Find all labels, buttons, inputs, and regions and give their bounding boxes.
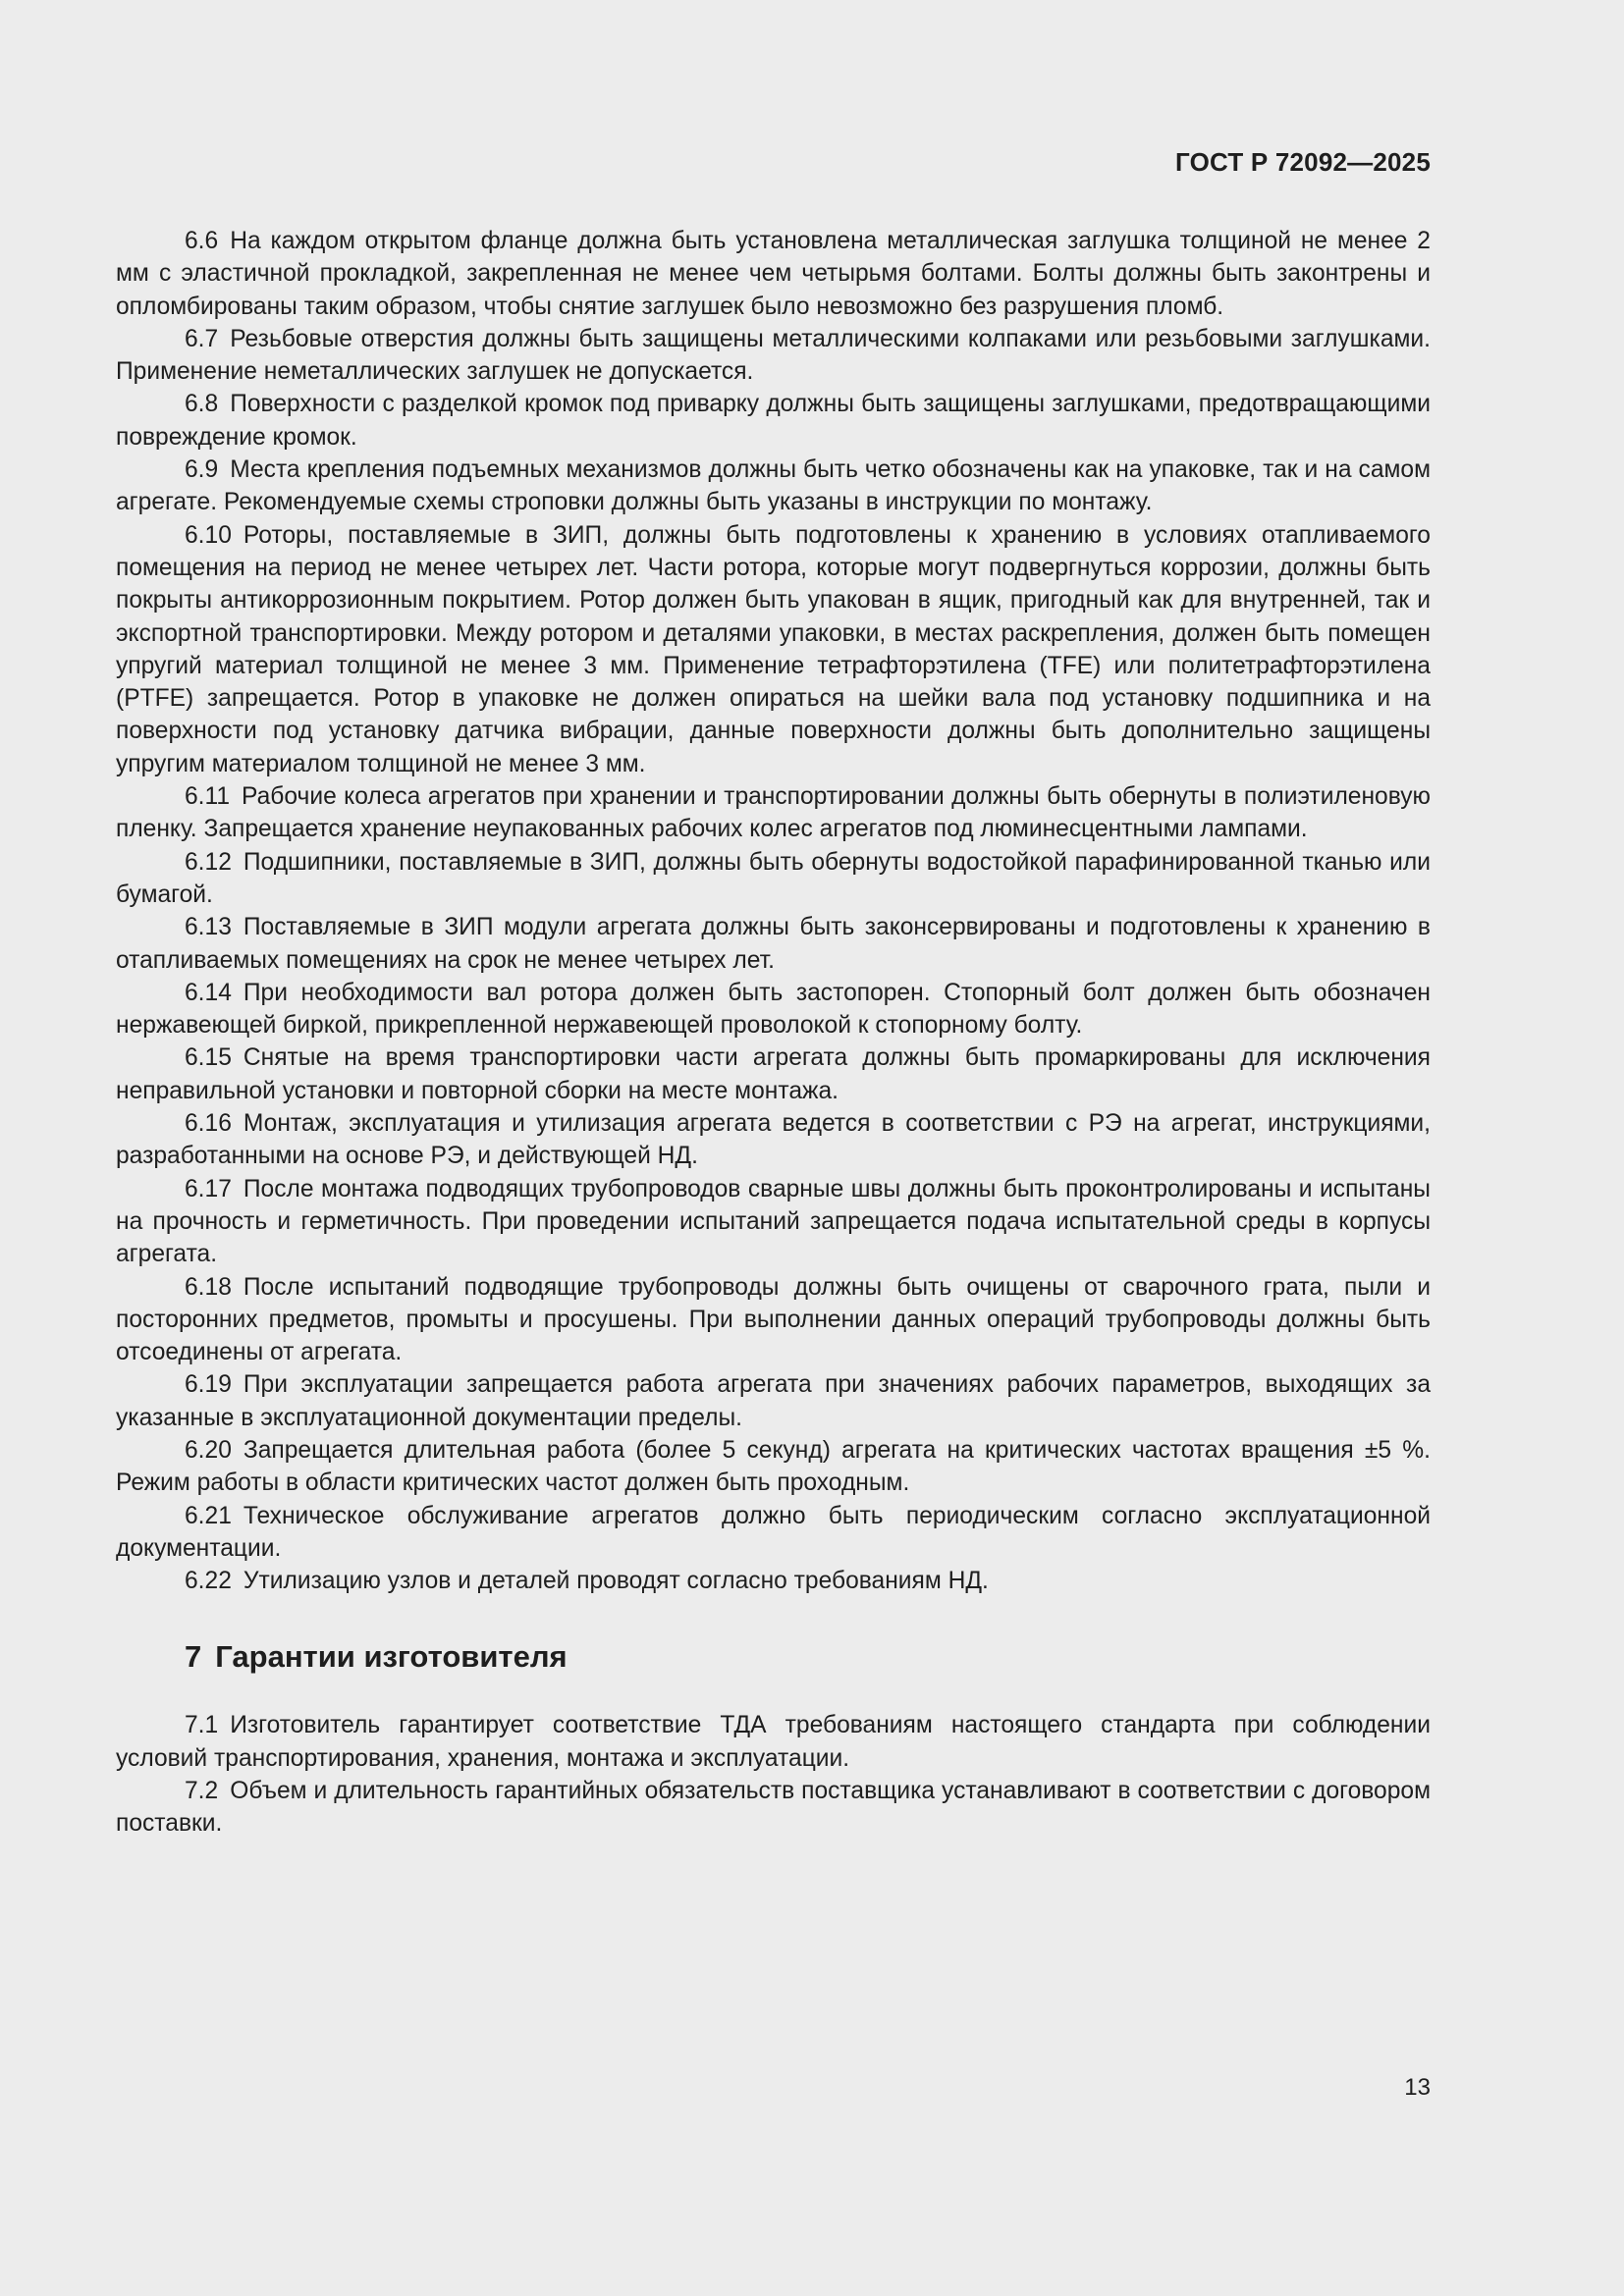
paragraph-number: 7.1 (185, 1712, 219, 1739)
paragraph-number: 6.7 (185, 325, 219, 352)
paragraph-text: После испытаний подводящие трубопроводы должны быть очищены от сварочного грата, пыли и посторонних предметов, промыты и просушены. При выполнении данных операций трубопроводы должны быть отсоединены от агрегата. (116, 1273, 1431, 1366)
paragraph-text: Поставляемые в ЗИП модули агрегата должны быть законсервированы и подготовлены к хранению в отапливаемых помещениях на срок не менее четырех лет. (116, 914, 1431, 974)
paragraph-text: Места крепления подъемных механизмов должны быть четко обозначены как на упаковке, так и на самом агрегате. Рекомендуемые схемы строповки должны быть указаны в инструкции по монтажу. (116, 456, 1431, 516)
paragraph-number: 6.11 (185, 783, 231, 811)
paragraph-6-17 (116, 1173, 1431, 1271)
document-body (116, 225, 1431, 1841)
paragraph-number: 6.8 (185, 391, 219, 418)
paragraph-text: Техническое обслуживание агрегатов должно быть периодическим согласно эксплуатационной документации. (116, 1502, 1431, 1562)
standard-code: ГОСТ Р 72092—2025 (1175, 147, 1431, 177)
paragraph-text: Резьбовые отверстия должны быть защищены металлическими колпаками или резьбовыми заглушками. Применение неметаллических заглушек не допускается. (116, 325, 1431, 386)
paragraph-6-18 (116, 1271, 1431, 1369)
paragraph-number: 6.21 (185, 1502, 232, 1529)
paragraph-7-1 (116, 1709, 1431, 1775)
paragraph-6-9 (116, 454, 1431, 519)
paragraph-text: Снятые на время транспортировки части агрегата должны быть промаркированы для исключения неправильной установки и повторной сборки на месте монтажа. (116, 1044, 1431, 1104)
paragraph-text: Подшипники, поставляемые в ЗИП, должны быть обернуты водостойкой парафинированной тканью или бумагой. (116, 848, 1431, 908)
paragraph-6-13 (116, 911, 1431, 977)
paragraph-6-6 (116, 225, 1431, 323)
paragraph-number: 6.17 (185, 1175, 232, 1202)
paragraph-number: 6.20 (185, 1436, 232, 1464)
paragraph-6-16 (116, 1107, 1431, 1173)
paragraph-text: Утилизацию узлов и деталей проводят согласно требованиям НД. (243, 1568, 989, 1595)
paragraph-6-10 (116, 519, 1431, 780)
section-number: 7 (185, 1639, 202, 1675)
paragraph-number: 6.16 (185, 1110, 232, 1138)
paragraph-number: 6.14 (185, 979, 232, 1006)
paragraph-text: Поверхности с разделкой кромок под приварку должны быть защищены заглушками, предотвращающими повреждение кромок. (116, 391, 1431, 451)
paragraph-6-20 (116, 1434, 1431, 1500)
paragraph-number: 6.9 (185, 456, 219, 484)
paragraph-6-7 (116, 323, 1431, 389)
paragraph-text: После монтажа подводящих трубопроводов сварные швы должны быть проконтролированы и испытаны на прочность и герметичность. При проведении испытаний запрещается подача испытательной среды в корпусы агрегата. (116, 1175, 1431, 1268)
paragraph-6-14 (116, 977, 1431, 1042)
page-number: 13 (1404, 2074, 1431, 2101)
paragraph-text: При необходимости вал ротора должен быть застопорен. Стопорный болт должен быть обозначен нержавеющей биркой, прикрепленной нержавеющей проволокой к стопорному болту. (116, 979, 1431, 1040)
paragraph-text: Изготовитель гарантирует соответствие ТДА требованиям настоящего стандарта при соблюдении условий транспортирования, хранения, монтажа и эксплуатации. (116, 1712, 1431, 1772)
document-page (116, 0, 1431, 2296)
paragraph-number: 6.13 (185, 914, 232, 941)
paragraph-text: Монтаж, эксплуатация и утилизация агрегата ведется в соответствии с РЭ на агрегат, инструкциями, разработанными на основе РЭ, и действующей НД. (116, 1110, 1431, 1170)
paragraph-6-12 (116, 846, 1431, 912)
paragraph-text: Запрещается длительная работа (более 5 секунд) агрегата на критических частотах вращения ±5 %. Режим работы в области критических частот должен быть проходным. (116, 1436, 1431, 1497)
paragraph-6-21 (116, 1500, 1431, 1566)
paragraph-number: 6.12 (185, 848, 232, 876)
paragraph-number: 6.18 (185, 1273, 232, 1301)
paragraph-number: 6.10 (185, 521, 232, 549)
paragraph-7-2 (116, 1775, 1431, 1841)
paragraph-6-11 (116, 780, 1431, 846)
paragraph-6-19 (116, 1368, 1431, 1434)
paragraph-text: Роторы, поставляемые в ЗИП, должны быть подготовлены к хранению в условиях отапливаемого помещения на период не менее четырех лет. Части ротора, которые могут подвергнуться коррозии, должны быть покрыты антикоррозионным покрытием. Ротор должен быть упакован в ящик, пригодный как для внутренней, так и экспортной транспортировки. Между ротором и деталями упаковки, в местах раскрепления, должен быть помещен упругий материал толщиной не менее 3 мм. Применение тетрафторэтилена (TFE) или политетрафторэтилена (PTFE) запрещается. Ротор в упаковке не должен опираться на шейки вала под установку подшипника и на поверхности под установку датчика вибрации, данные поверхности должны быть дополнительно защищены упругим материалом толщиной не менее 3 мм. (116, 521, 1431, 777)
paragraph-number: 6.22 (185, 1568, 232, 1595)
paragraph-6-22 (116, 1565, 1431, 1597)
paragraph-number: 6.15 (185, 1044, 232, 1072)
paragraph-text: Рабочие колеса агрегатов при хранении и транспортировании должны быть обернуты в полиэтиленовую пленку. Запрещается хранение неупакованных рабочих колес агрегатов под люминесцентными лампами. (116, 783, 1431, 843)
paragraph-number: 6.6 (185, 228, 219, 254)
paragraph-text: На каждом открытом фланце должна быть установлена металлическая заглушка толщиной не менее 2 мм с эластичной прокладкой, закрепленная не менее чем четырьмя болтами. Болты должны быть законтрены и опломбированы таким образом, чтобы снятие заглушек было невозможно без разрушения пломб. (116, 228, 1431, 320)
paragraph-text: При эксплуатации запрещается работа агрегата при значениях рабочих параметров, выходящих за указанные в эксплуатационной документации пределы. (116, 1371, 1431, 1431)
section-heading-7 (185, 1638, 1431, 1676)
section-title: Гарантии изготовителя (215, 1639, 568, 1675)
paragraph-number: 7.2 (185, 1778, 219, 1805)
paragraph-text: Объем и длительность гарантийных обязательств поставщика устанавливают в соответствии с договором поставки. (116, 1778, 1431, 1838)
paragraph-6-8 (116, 388, 1431, 454)
paragraph-number: 6.19 (185, 1371, 232, 1399)
paragraph-6-15 (116, 1041, 1431, 1107)
